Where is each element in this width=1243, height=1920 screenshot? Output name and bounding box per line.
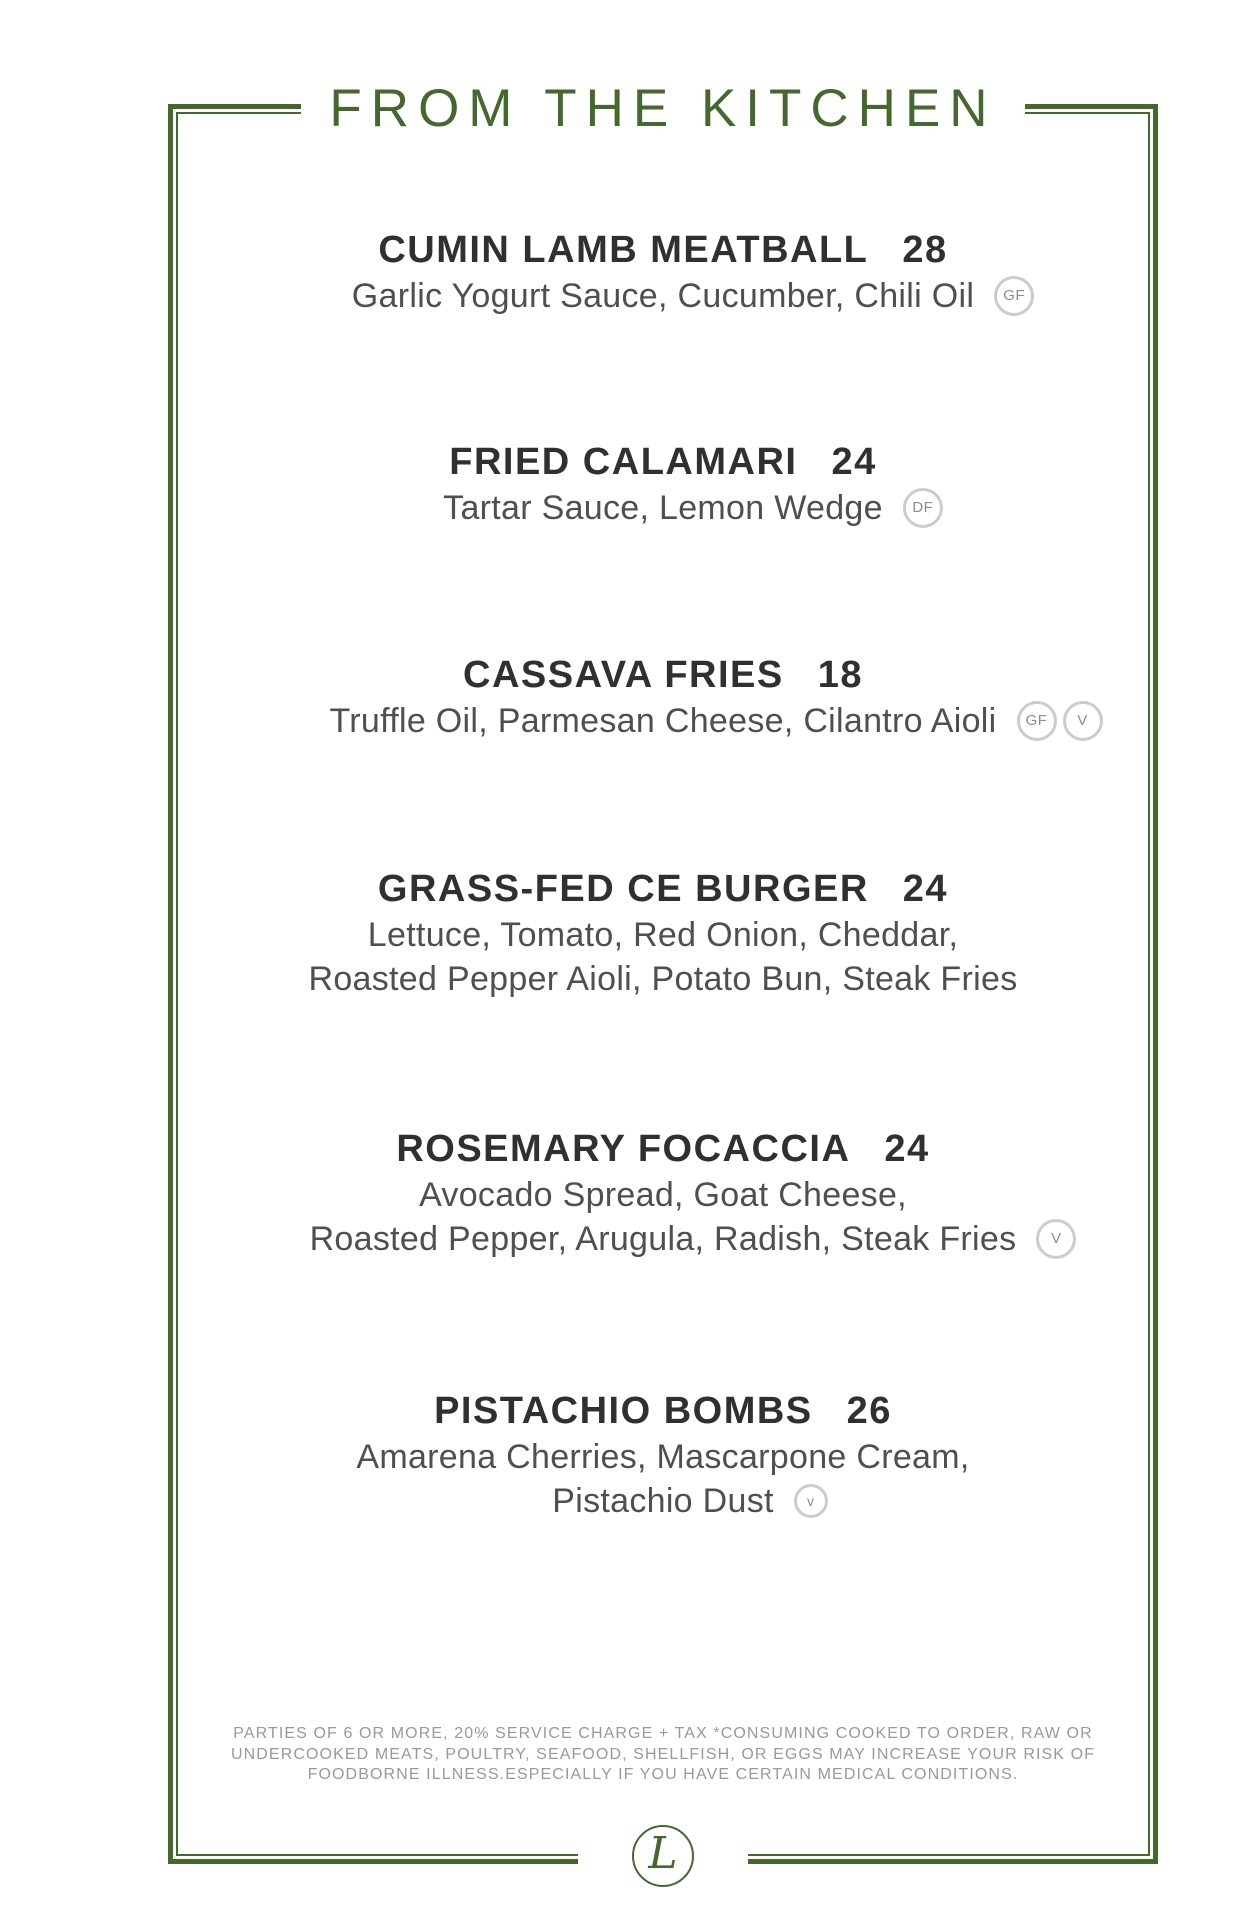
dietary-badges: [1036, 1219, 1076, 1259]
restaurant-logo: [632, 1825, 694, 1887]
menu-item-name: GRASS-FED CE BURGER: [377, 868, 869, 910]
gluten-free-badge: GF: [1017, 701, 1057, 741]
menu-item-description: [168, 957, 1158, 1001]
menu-item-heading: [168, 652, 1158, 699]
dietary-badges: [794, 1484, 828, 1518]
disclaimer-line: UNDERCOOKED MEATS, POULTRY, SEAFOOD, SHELLFISH, OR EGGS MAY INCREASE YOUR RISK OF: [230, 1745, 1096, 1763]
menu-title: FROM THE KITCHEN: [301, 80, 1024, 138]
menu-item-name: FRIED CALAMARI: [449, 441, 798, 483]
menu-item-heading: [168, 439, 1158, 486]
gluten-free-badge: GF: [994, 276, 1034, 316]
menu-item-grass-fed-burger: [168, 866, 1158, 1001]
disclaimer-line: PARTIES OF 6 OR MORE, 20% SERVICE CHARGE + TAX *CONSUMING COOKED TO ORDER, RAW OR: [233, 1725, 1093, 1742]
menu-item-description: [168, 699, 1158, 743]
menu-item-description: [168, 274, 1158, 318]
description-text: Amarena Cherries, Mascarpone Cream,: [356, 1438, 970, 1476]
menu-item-price: 24: [831, 441, 877, 483]
vegetarian-badge: v: [794, 1484, 828, 1518]
disclaimer-line: FOODBORNE ILLNESS.ESPECIALLY IF YOU HAVE CERTAIN MEDICAL CONDITIONS.: [307, 1766, 1019, 1783]
menu-item-heading: [168, 1126, 1158, 1173]
menu-item-heading: [168, 1388, 1158, 1435]
description-text: Pistachio Dust: [552, 1482, 774, 1520]
menu-item-price: 24: [902, 868, 949, 910]
menu-item-price: 28: [902, 229, 948, 271]
dietary-badges: [994, 276, 1034, 316]
logo-monogram-letter: L: [648, 1828, 678, 1879]
menu-item-description: [168, 1435, 1158, 1479]
dietary-badges: [903, 488, 943, 528]
menu-item-price: 18: [817, 654, 863, 696]
description-text: Roasted Pepper Aioli, Potato Bun, Steak Fries: [308, 960, 1018, 998]
description-text: Roasted Pepper, Arugula, Radish, Steak Fries: [309, 1220, 1017, 1258]
menu-item-heading: [168, 866, 1158, 913]
menu-item-name: CUMIN LAMB MEATBALL: [378, 229, 869, 271]
menu-item-name: ROSEMARY FOCACCIA: [396, 1128, 851, 1170]
menu-item-description: [168, 1173, 1158, 1217]
description-text: Truffle Oil, Parmesan Cheese, Cilantro Aioli: [329, 702, 997, 740]
menu-title-row: [168, 80, 1158, 138]
menu-item-cassava-fries: [168, 652, 1158, 743]
menu-item-description: [168, 486, 1158, 530]
description-text: Lettuce, Tomato, Red Onion, Cheddar,: [367, 916, 959, 954]
menu-item-price: 26: [846, 1390, 892, 1432]
menu-item-heading: [168, 227, 1158, 274]
description-text: Garlic Yogurt Sauce, Cucumber, Chili Oil: [351, 277, 975, 315]
menu-item-name: PISTACHIO BOMBS: [434, 1390, 813, 1432]
menu-item-fried-calamari: [168, 439, 1158, 530]
disclaimer: [168, 1724, 1158, 1786]
dietary-badges: [1017, 701, 1103, 741]
menu-item-pistachio-bombs: [168, 1388, 1158, 1523]
menu-item-description: [168, 913, 1158, 957]
menu-item-name: CASSAVA FRIES: [463, 654, 784, 696]
vegetarian-badge: V: [1036, 1219, 1076, 1259]
description-text: Avocado Spread, Goat Cheese,: [419, 1176, 907, 1214]
menu-item-description: [168, 1217, 1158, 1261]
vegetarian-badge: V: [1063, 701, 1103, 741]
menu-item-cumin-lamb-meatball: [168, 227, 1158, 318]
menu-item-rosemary-focaccia: [168, 1126, 1158, 1261]
menu-item-description: [168, 1479, 1158, 1523]
menu-item-price: 24: [884, 1128, 930, 1170]
dairy-free-badge: DF: [903, 488, 943, 528]
description-text: Tartar Sauce, Lemon Wedge: [443, 489, 883, 527]
